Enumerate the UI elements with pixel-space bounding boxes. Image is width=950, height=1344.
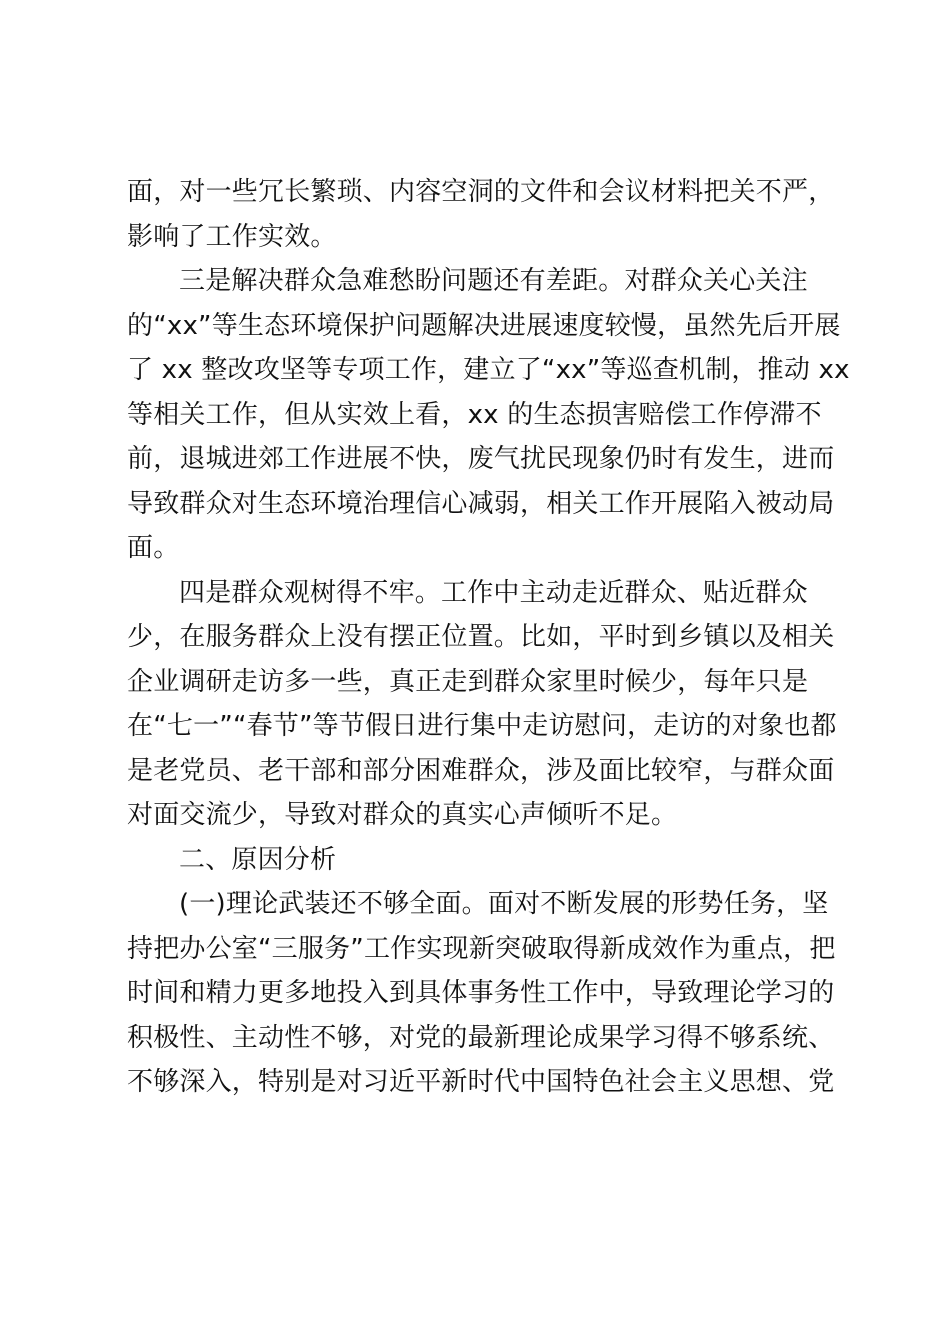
section-heading-text: 二、原因分析 [179, 844, 337, 875]
body-text [127, 170, 850, 1105]
text-line: 积极性、主动性不够，对党的最新理论成果学习得不够系统、 [127, 1022, 835, 1053]
section-heading [127, 838, 827, 883]
text-line: 的“xx”等生态环境保护问题解决进展速度较慢，虽然先后开展 [127, 310, 841, 341]
text-line: 对面交流少，导致对群众的真实心声倾听不足。 [127, 800, 678, 830]
text-line: 是老党员、老干部和部分困难群众，涉及面比较窄，与群众面 [127, 755, 835, 786]
text-line: 面。 [127, 533, 180, 563]
text-line: 企业调研走访多一些，真正走到群众家里时候少，每年只是 [127, 666, 809, 697]
text-line: 面，对一些冗长繁琐、内容空洞的文件和会议材料把关不严， [127, 177, 835, 207]
text-line: 三是解决群众急难愁盼问题还有差距。对群众关心关注 [179, 266, 808, 296]
paragraph-point-four [127, 571, 837, 838]
text-line: 导致群众对生态环境治理信心减弱，相关工作开展陷入被动局 [127, 488, 835, 519]
paragraph-continuation [127, 170, 835, 259]
text-line: 持把办公室“三服务”工作实现新突破取得新成效作为重点，把 [127, 933, 836, 964]
text-line: 时间和精力更多地投入到具体事务性工作中，导致理论学习的 [127, 978, 835, 1008]
text-line: 影响了工作实效。 [127, 221, 337, 252]
text-line: 等相关工作，但从实效上看，xx 的生态损害赔偿工作停滞不 [127, 399, 822, 430]
paragraph-reason-one [127, 882, 836, 1105]
text-line: 少，在服务群众上没有摆正位置。比如，平时到乡镇以及相关 [127, 622, 835, 652]
text-line: 四是群众观树得不牢。工作中主动走近群众、贴近群众 [179, 577, 808, 608]
text-line: (一)理论武装还不够全面。面对不断发展的形势任务，坚 [179, 889, 829, 919]
text-line: 在“七一”“春节”等节假日进行集中走访慰问，走访的对象也都 [127, 711, 837, 741]
paragraph-point-three [127, 259, 850, 571]
text-line: 不够深入，特别是对习近平新时代中国特色社会主义思想、党 [127, 1067, 835, 1097]
text-line: 了 xx 整改攻坚等专项工作，建立了“xx”等巡查机制，推动 xx [127, 355, 850, 385]
text-line: 前，退城进郊工作进展不快，废气扰民现象仍时有发生，进而 [127, 444, 835, 474]
